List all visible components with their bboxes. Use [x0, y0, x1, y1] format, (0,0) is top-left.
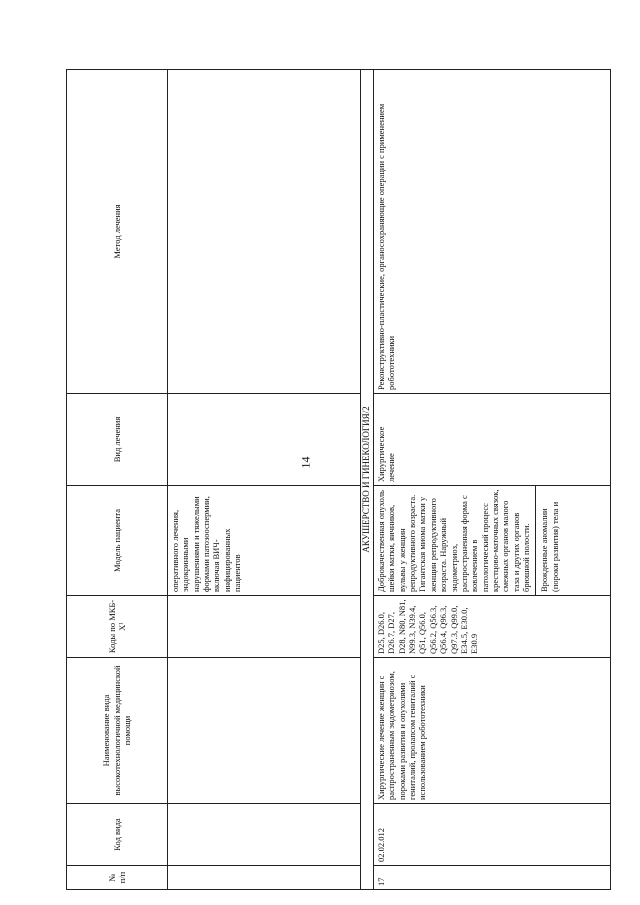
header-code: Код вида — [67, 804, 168, 866]
header-model: Модель пациента — [67, 486, 168, 596]
header-num: № п/п — [67, 866, 168, 890]
model-text-2: Врожденные аномалии (пороки развития) тела и — [535, 486, 560, 595]
rotated-page — [66, 70, 611, 890]
table-row — [374, 70, 611, 890]
table-header-row — [67, 70, 168, 890]
cell-model: оперативного лечения, эндокринными нарушениями и тяжелыми формами патозооспермии, включая ВИЧ-инфицированных пациентов — [168, 486, 361, 596]
cell-code: 02.02.012 — [374, 804, 611, 866]
header-icd: Коды по МКБ-X¹ — [67, 596, 168, 658]
cell-type: Хирургическое лечение — [374, 394, 611, 486]
treatment-table — [66, 69, 611, 890]
cell-name: Хирургические лечение женщин с распространенным эндометриозом, пороками развития и опухолями гениталий, пролапсом гениталий с использованием робототехники — [374, 658, 611, 804]
model-text: Доброкачественная опухоль шейки матки, яичников, вульвы у женщин репродуктивного возраста. Гигантская миома матки у женщин репродуктивного возраста. Наружный эндометриоз, распространенная форма с вовлечением в патологический процесс крестцово-маточных связок, смежных органов малого таза и других органов брюшной полости. — [376, 489, 532, 592]
cell-method: Реконструктивно-пластические, органосохраняющие операции с применением робототехники — [374, 70, 611, 394]
cell-icd: D25, D26.0, D26.7, D27, D28, N80, N81, N99.3, N39.4, Q51, Q56.0, Q56.2, Q56.3, Q56.4, Q96.3, Q97.3, Q99.0, E34.5, E30.0, E30.9 — [374, 596, 611, 658]
section-title: АКУШЕРСТВО И ГИНЕКОЛОГИЯ/2 — [361, 70, 374, 890]
header-name: Наименование вида высокотехнологичной медицинской помощи — [67, 658, 168, 804]
section-row — [361, 70, 374, 890]
header-type: Вид лечения — [67, 394, 168, 486]
page-number: 14 — [298, 456, 313, 469]
cell-model — [374, 486, 611, 596]
header-method: Метод лечения — [67, 70, 168, 394]
cell-num: 17 — [374, 866, 611, 890]
table-row — [168, 70, 361, 890]
